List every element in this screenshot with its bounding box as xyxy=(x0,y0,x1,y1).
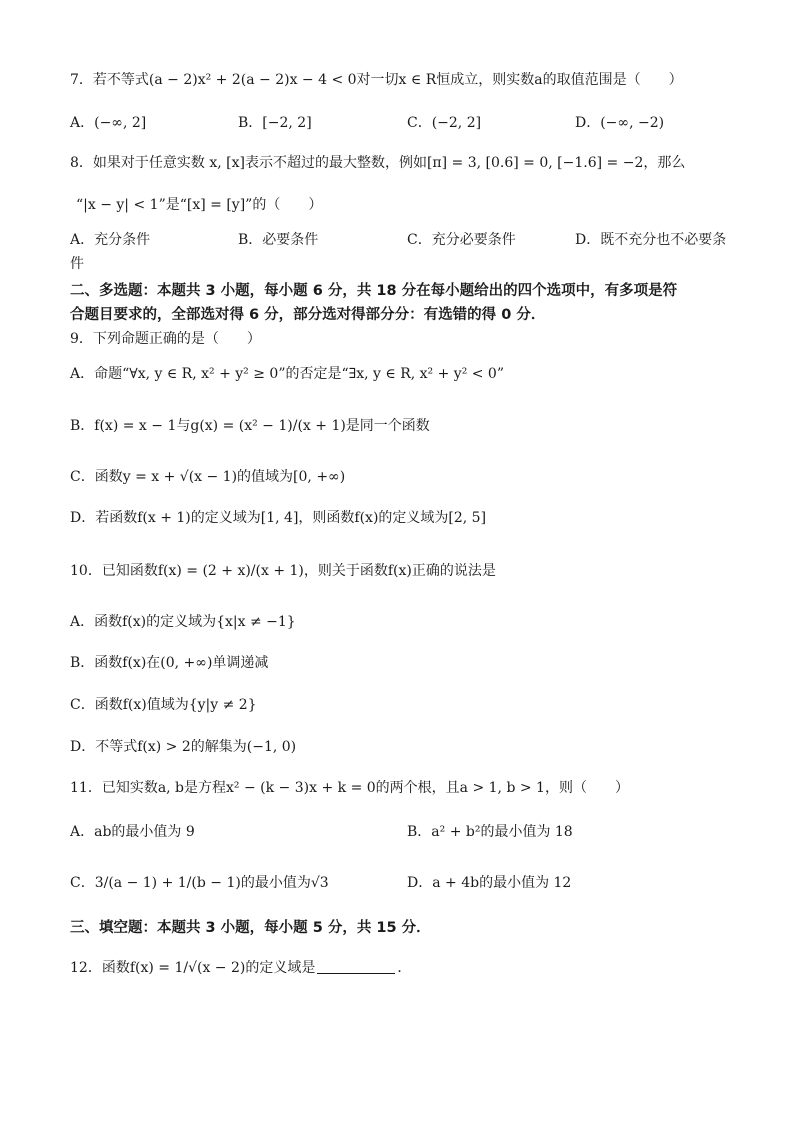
q9-option-c: C．函数y = x + √(x − 1)的值域为[0, +∞) xyxy=(70,469,346,485)
q8-stem-line2: “|x − y| < 1”是“[x] = [y]”的（ ） xyxy=(76,197,323,213)
q8-option-c: C．充分必要条件 xyxy=(407,232,516,248)
q7-option-d: D．(−∞, −2) xyxy=(575,115,665,131)
q9-option-a: A．命题“∀x, y ∈ R, x² + y² ≥ 0”的否定是“∃x, y ∈ R, x² + y² < 0” xyxy=(70,366,504,382)
q10-option-a: A．函数f(x)的定义域为{x|x ≠ −1} xyxy=(70,614,296,630)
q7-option-b: B．[−2, 2] xyxy=(238,115,312,131)
q10-option-b: B．函数f(x)在(0, +∞)单调递减 xyxy=(70,655,269,671)
q10-option-d: D．不等式f(x) > 2的解集为(−1, 0) xyxy=(70,739,297,755)
q11-option-a: A．ab的最小值为 9 xyxy=(70,824,195,840)
q12-end: ． xyxy=(397,960,412,976)
q7-option-a: A．(−∞, 2] xyxy=(70,115,147,131)
q12-line xyxy=(70,958,411,978)
q8-option-b: B．必要条件 xyxy=(238,232,319,248)
q10-option-c: C．函数f(x)值域为{y|y ≠ 2} xyxy=(70,697,257,713)
q11-option-d: D．a + 4b的最小值为 12 xyxy=(407,875,572,891)
section2-header-line2: 合题目要求的，全部选对得 6 分，部分选对得部分分：有选错的得 0 分． xyxy=(70,307,546,323)
q11-option-c: C．3/(a − 1) + 1/(b − 1)的最小值为√3 xyxy=(70,875,329,891)
q7-stem: 7．若不等式(a − 2)x² + 2(a − 2)x − 4 < 0对一切x ∈ R恒成立，则实数a的取值范围是（ ） xyxy=(70,72,683,88)
q11-stem: 11．已知实数a, b是方程x² − (k − 3)x + k = 0的两个根，且a > 1, b > 1，则（ ） xyxy=(70,780,629,796)
q9-option-b: B．f(x) = x − 1与g(x) = (x² − 1)/(x + 1)是同一个函数 xyxy=(70,418,430,434)
answer-blank[interactable] xyxy=(317,959,395,974)
q10-stem: 10．已知函数f(x) = (2 + x)/(x + 1)，则关于函数f(x)正确的说法是 xyxy=(70,563,496,579)
q7-option-c: C．(−2, 2] xyxy=(407,115,482,131)
q8-option-d: D．既不充分也不必要条 xyxy=(575,232,727,248)
q9-stem: 9．下列命题正确的是（ ） xyxy=(70,331,261,347)
section2-header-line1: 二、多选题：本题共 3 小题，每小题 6 分，共 18 分在每小题给出的四个选项中，有多项是符 xyxy=(70,283,678,299)
q12-stem: 12．函数f(x) = 1/√(x − 2)的定义域是 xyxy=(70,960,316,976)
section3-header: 三、填空题：本题共 3 小题，每小题 5 分，共 15 分． xyxy=(70,920,431,936)
q8-option-d-wrap: 件 xyxy=(70,256,84,272)
q8-option-a: A．充分条件 xyxy=(70,232,151,248)
q11-option-b: B．a² + b²的最小值为 18 xyxy=(407,824,573,840)
q8-stem-line1: 8．如果对于任意实数 x, [x]表示不超过的最大整数，例如[π] = 3, [0.6] = 0, [−1.6] = −2，那么 xyxy=(70,155,686,171)
q9-option-d: D．若函数f(x + 1)的定义域为[1, 4]，则函数f(x)的定义域为[2, 5] xyxy=(70,510,487,526)
